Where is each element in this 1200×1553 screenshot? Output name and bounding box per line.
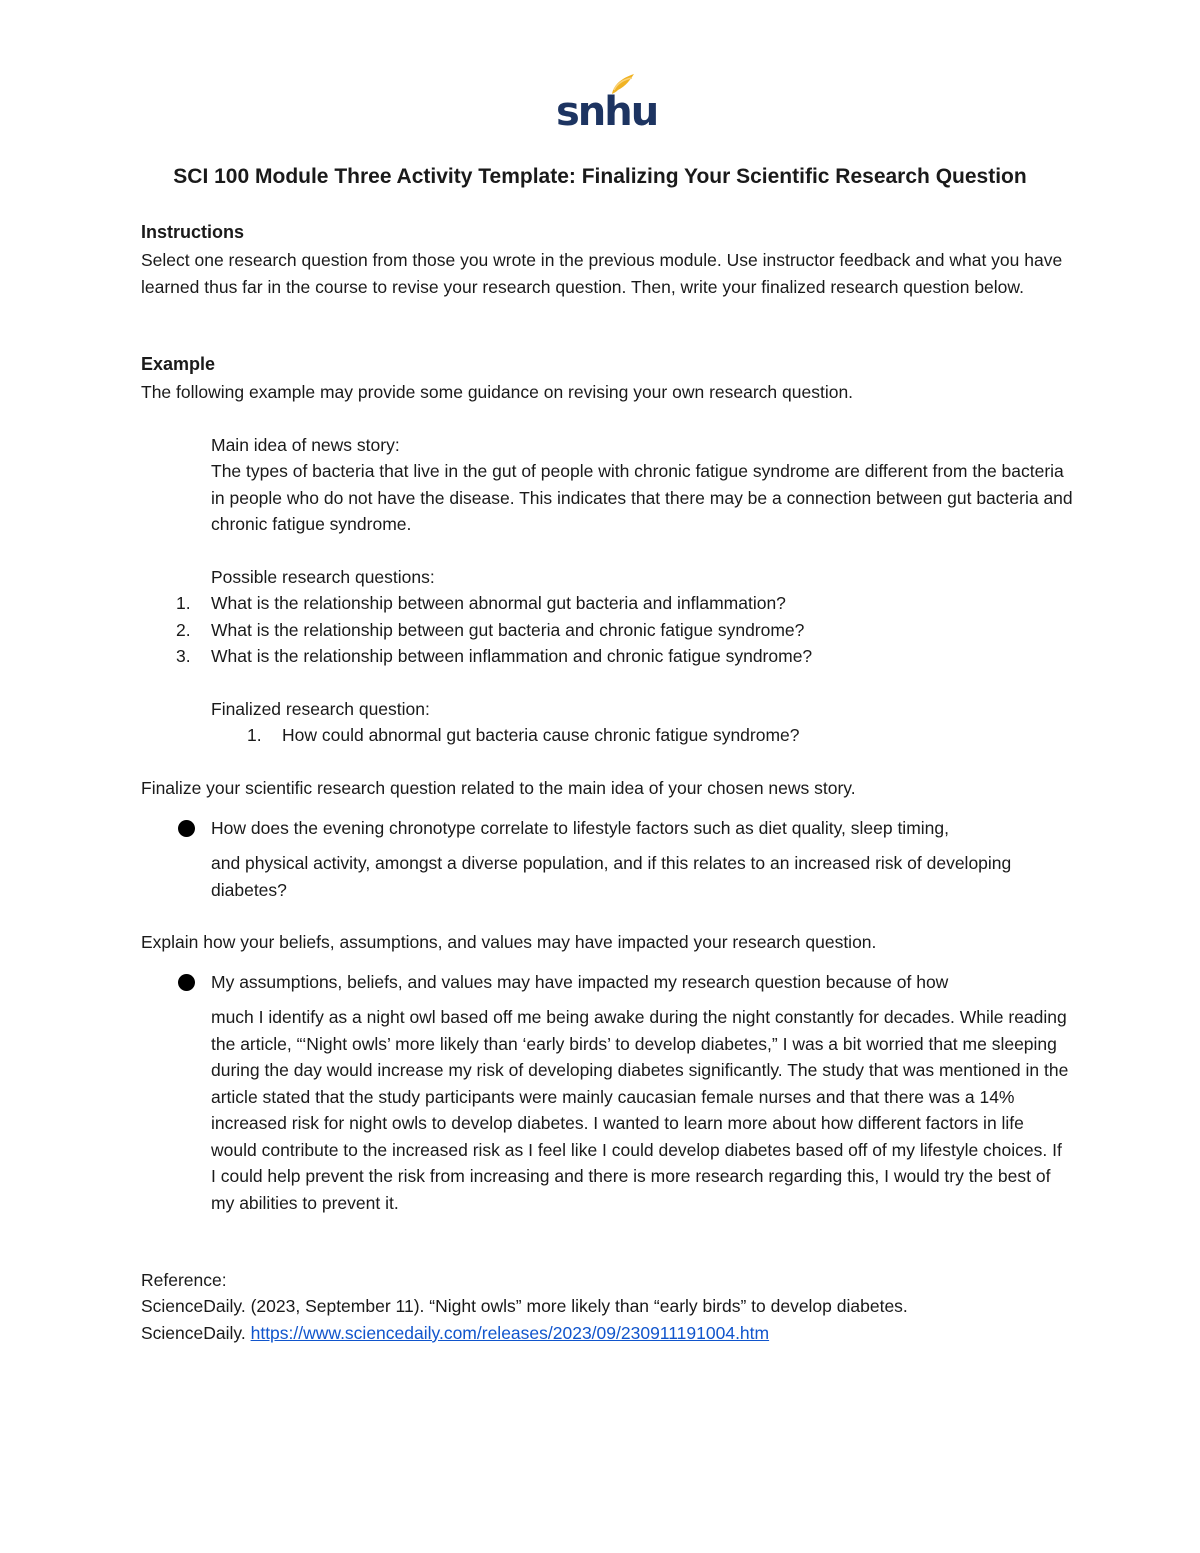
explain-answer-first-line: My assumptions, beliefs, and values may have impacted my research question because of how	[211, 972, 949, 992]
list-number: 3.	[176, 646, 191, 666]
list-item	[141, 722, 1081, 749]
logo-text: snhu	[556, 89, 658, 135]
reference-label: Reference:	[141, 1270, 227, 1290]
example-intro: The following example may provide some guidance on revising your own research question.	[141, 382, 854, 402]
reference-link[interactable]: https://www.sciencedaily.com/releases/2023/09/230911191004.htm	[250, 1323, 770, 1343]
reference-source: ScienceDaily.	[141, 1323, 246, 1343]
snhu-logo	[556, 70, 658, 135]
main-idea-label: Main idea of news story:	[211, 435, 400, 455]
list-number: 1.	[247, 725, 262, 745]
explain-prompt: Explain how your beliefs, assumptions, and values may have impacted your research question.	[141, 932, 877, 952]
finalize-answer-first-line: How does the evening chronotype correlate to lifestyle factors such as diet quality, sleep timing,	[211, 818, 949, 838]
explain-answer-rest: much I identify as a night owl based off me being awake during the night constantly for decades. While reading the article, “‘Night owls’ more likely than ‘early birds’ to develop diabetes,” I was a bit worried that me sleeping during the day would increase my risk of developing diabetes significantly. The study that was mentioned in the article stated that the study participants were mainly caucasian female nurses and that there was a 14% increased risk for night owls to develop diabetes. I wanted to learn more about how different factors in life would contribute to the increased risk as I feel like I could develop diabetes based off of my lifestyle choices. If I could help prevent the risk from increasing and there is more research regarding this, I would try the best of my abilities to prevent it.	[211, 1007, 1069, 1213]
bullet-icon	[178, 820, 195, 837]
list-item-text: What is the relationship between gut bacteria and chronic fatigue syndrome?	[211, 619, 805, 640]
reference-source-line	[141, 1320, 1101, 1347]
finalized-question-label: Finalized research question:	[211, 699, 430, 719]
list-item-text: What is the relationship between abnormal gut bacteria and inflammation?	[211, 593, 786, 613]
possible-questions-label: Possible research questions:	[211, 567, 435, 587]
finalize-answer-rest: and physical activity, amongst a diverse population, and if this relates to an increased risk of developing diabetes?	[211, 853, 1012, 900]
list-item	[141, 643, 1081, 670]
page-title: SCI 100 Module Three Activity Template: Finalizing Your Scientific Research Question	[173, 165, 1027, 188]
list-item	[141, 617, 1081, 644]
instructions-text: Select one research question from those you wrote in the previous module. Use instructor feedback and what you have learned thus far in the course to revise your research question. Then, write your finalized research question below.	[141, 250, 1063, 297]
list-item-text: How could abnormal gut bacteria cause chronic fatigue syndrome?	[282, 725, 800, 745]
possible-questions-list	[141, 590, 1081, 670]
finalized-question-list	[141, 722, 1081, 749]
finalize-prompt: Finalize your scientific research question related to the main idea of your chosen news story.	[141, 778, 856, 798]
list-item-text: What is the relationship between inflammation and chronic fatigue syndrome?	[211, 646, 813, 666]
list-number: 2.	[176, 619, 191, 640]
list-number: 1.	[176, 593, 191, 613]
bullet-icon	[178, 974, 195, 991]
list-item	[141, 590, 1081, 617]
instructions-heading: Instructions	[141, 222, 245, 242]
main-idea-text: The types of bacteria that live in the gut of people with chronic fatigue syndrome are different from the bacteria in people who do not have the disease. This indicates that there may be a connection between gut bacteria and chronic fatigue syndrome.	[211, 461, 1073, 534]
example-heading: Example	[141, 354, 216, 374]
reference-citation: ScienceDaily. (2023, September 11). “Night owls” more likely than “early birds” to develop diabetes.	[141, 1296, 908, 1316]
